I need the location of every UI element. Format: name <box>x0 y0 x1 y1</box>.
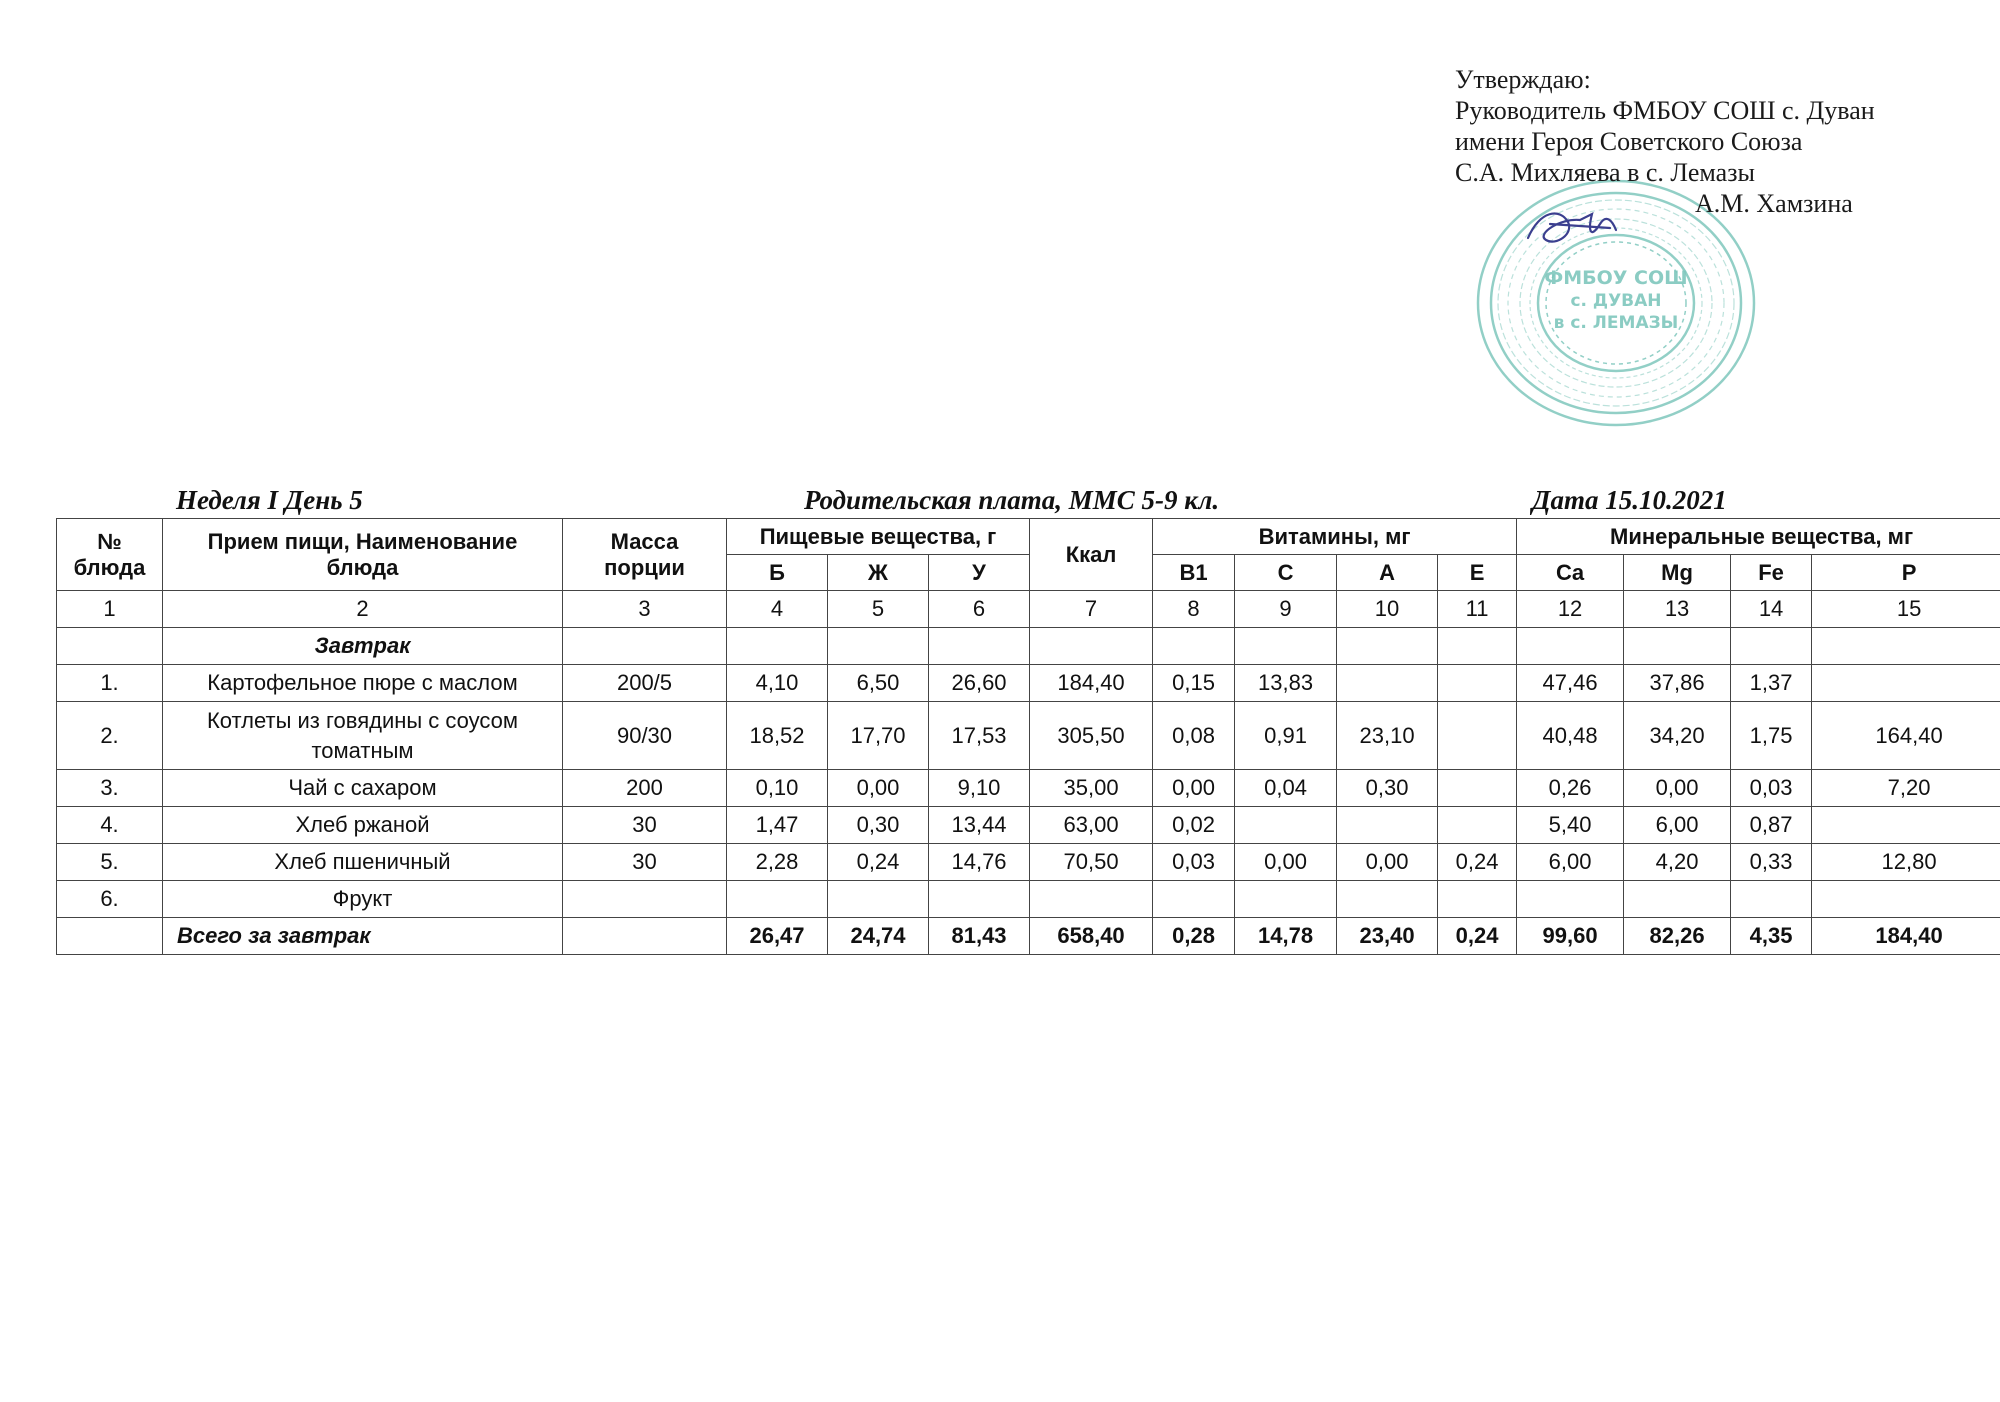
fat-cell: 6,50 <box>828 665 929 702</box>
col-number: 11 <box>1438 591 1517 628</box>
col-nutrients-header: Пищевые вещества, г <box>727 519 1030 555</box>
dish-number-cell: 3. <box>57 770 163 807</box>
fat-cell: 17,70 <box>828 702 929 770</box>
col-number: 12 <box>1517 591 1624 628</box>
portion-mass-cell: 200 <box>563 770 727 807</box>
vitamin-a-cell <box>1337 665 1438 702</box>
col-number: 10 <box>1337 591 1438 628</box>
col-vitamins-header: Витамины, мг <box>1153 519 1517 555</box>
total-vitamin-b1-cell: 0,28 <box>1153 918 1235 955</box>
carbs-cell <box>929 881 1030 918</box>
dish-number-cell: 4. <box>57 807 163 844</box>
magnesium-cell: 34,20 <box>1624 702 1731 770</box>
protein-cell: 18,52 <box>727 702 828 770</box>
total-protein-cell: 26,47 <box>727 918 828 955</box>
stamp-text-1: ФМБОУ СОШ <box>1544 267 1688 289</box>
col-number: 9 <box>1235 591 1337 628</box>
vitamin-e-cell <box>1438 665 1517 702</box>
col-number: 15 <box>1812 591 2000 628</box>
approval-signer: А.М. Хамзина <box>1695 189 1853 218</box>
vitamin-e-cell <box>1438 702 1517 770</box>
vitamin-b1-cell: 0,15 <box>1153 665 1235 702</box>
total-magnesium-cell: 82,26 <box>1624 918 1731 955</box>
calcium-cell: 5,40 <box>1517 807 1624 844</box>
col-name-header: Прием пищи, Наименование блюда <box>163 519 563 591</box>
total-vitamin-c-cell: 14,78 <box>1235 918 1337 955</box>
vitamin-e-cell <box>1438 770 1517 807</box>
phosphorus-cell: 164,40 <box>1812 702 2000 770</box>
total-vitamin-a-cell: 23,40 <box>1337 918 1438 955</box>
col-fe-header: Fe <box>1731 555 1812 591</box>
kcal-cell: 184,40 <box>1030 665 1153 702</box>
col-ca-header: Ca <box>1517 555 1624 591</box>
col-b1-header: В1 <box>1153 555 1235 591</box>
vitamin-a-cell: 0,30 <box>1337 770 1438 807</box>
total-iron-cell: 4,35 <box>1731 918 1812 955</box>
document-title: Родительская плата, ММС 5-9 кл. <box>804 485 1220 515</box>
magnesium-cell <box>1624 881 1731 918</box>
col-number: 2 <box>163 591 563 628</box>
dish-number-cell: 5. <box>57 844 163 881</box>
phosphorus-cell <box>1812 665 2000 702</box>
total-carbs-cell: 81,43 <box>929 918 1030 955</box>
fat-cell: 0,00 <box>828 770 929 807</box>
stamp-text-2: с. ДУВАН <box>1570 291 1662 311</box>
dish-number-cell: 6. <box>57 881 163 918</box>
total-row <box>57 918 2000 955</box>
week-day-label: Неделя I День 5 <box>176 485 363 515</box>
carbs-cell: 17,53 <box>929 702 1030 770</box>
iron-cell: 0,03 <box>1731 770 1812 807</box>
magnesium-cell: 6,00 <box>1624 807 1731 844</box>
vitamin-b1-cell: 0,02 <box>1153 807 1235 844</box>
stamp-text-3: в с. ЛЕМАЗЫ <box>1553 313 1679 333</box>
carbs-cell: 14,76 <box>929 844 1030 881</box>
col-a-header: А <box>1337 555 1438 591</box>
total-portion-mass-cell <box>563 918 727 955</box>
carbs-cell: 9,10 <box>929 770 1030 807</box>
document-header <box>56 485 1946 519</box>
col-number: 7 <box>1030 591 1153 628</box>
section-title: Завтрак <box>163 628 563 665</box>
magnesium-cell: 4,20 <box>1624 844 1731 881</box>
kcal-cell: 305,50 <box>1030 702 1153 770</box>
vitamin-b1-cell: 0,08 <box>1153 702 1235 770</box>
approval-line-1: Утверждаю: <box>1455 65 1591 94</box>
column-numbers-row <box>57 591 2000 628</box>
phosphorus-cell: 12,80 <box>1812 844 2000 881</box>
col-number: 1 <box>57 591 163 628</box>
phosphorus-cell <box>1812 881 2000 918</box>
vitamin-e-cell <box>1438 807 1517 844</box>
protein-cell: 1,47 <box>727 807 828 844</box>
table-row <box>57 881 2000 918</box>
col-zh-header: Ж <box>828 555 929 591</box>
kcal-cell: 63,00 <box>1030 807 1153 844</box>
total-fat-cell: 24,74 <box>828 918 929 955</box>
portion-mass-cell: 200/5 <box>563 665 727 702</box>
vitamin-c-cell <box>1235 807 1337 844</box>
dish-name-cell: Котлеты из говядины с соусом томатным <box>163 702 563 770</box>
approval-line-2: Руководитель ФМБОУ СОШ с. Дуван <box>1455 96 1875 125</box>
col-p-header: P <box>1812 555 2000 591</box>
col-minerals-header: Минеральные вещества, мг <box>1517 519 2000 555</box>
col-b-header: Б <box>727 555 828 591</box>
table-row <box>57 844 2000 881</box>
portion-mass-cell: 30 <box>563 844 727 881</box>
col-mass-header: Масса порции <box>563 519 727 591</box>
calcium-cell <box>1517 881 1624 918</box>
portion-mass-cell: 90/30 <box>563 702 727 770</box>
phosphorus-cell: 7,20 <box>1812 770 2000 807</box>
col-u-header: У <box>929 555 1030 591</box>
approval-line-3: имени Героя Советского Союза <box>1455 127 1803 156</box>
col-number: 13 <box>1624 591 1731 628</box>
protein-cell: 4,10 <box>727 665 828 702</box>
col-kcal-header: Ккал <box>1030 519 1153 591</box>
kcal-cell: 35,00 <box>1030 770 1153 807</box>
table-row <box>57 807 2000 844</box>
col-mg-header: Mg <box>1624 555 1731 591</box>
dish-number-cell: 1. <box>57 665 163 702</box>
portion-mass-cell <box>563 881 727 918</box>
col-number: 4 <box>727 591 828 628</box>
col-number: 14 <box>1731 591 1812 628</box>
carbs-cell: 26,60 <box>929 665 1030 702</box>
dish-name-cell: Чай с сахаром <box>163 770 563 807</box>
col-number: 3 <box>563 591 727 628</box>
vitamin-a-cell: 23,10 <box>1337 702 1438 770</box>
magnesium-cell: 0,00 <box>1624 770 1731 807</box>
vitamin-c-cell: 0,04 <box>1235 770 1337 807</box>
vitamin-b1-cell: 0,00 <box>1153 770 1235 807</box>
calcium-cell: 6,00 <box>1517 844 1624 881</box>
vitamin-c-cell: 0,00 <box>1235 844 1337 881</box>
document-date: Дата 15.10.2021 <box>1532 485 1727 515</box>
total-dish-number-cell <box>57 918 163 955</box>
approval-line-4: С.А. Михляева в с. Лемазы <box>1455 158 1755 187</box>
table-header-row <box>57 519 2000 555</box>
carbs-cell: 13,44 <box>929 807 1030 844</box>
dish-name-cell: Картофельное пюре с маслом <box>163 665 563 702</box>
fat-cell: 0,24 <box>828 844 929 881</box>
vitamin-b1-cell <box>1153 881 1235 918</box>
protein-cell <box>727 881 828 918</box>
menu-table <box>56 518 2000 955</box>
vitamin-e-cell <box>1438 881 1517 918</box>
total-calcium-cell: 99,60 <box>1517 918 1624 955</box>
iron-cell <box>1731 881 1812 918</box>
col-number: 6 <box>929 591 1030 628</box>
protein-cell: 0,10 <box>727 770 828 807</box>
col-num-header: № блюда <box>57 519 163 591</box>
dish-name-cell: Хлеб пшеничный <box>163 844 563 881</box>
total-phosphorus-cell: 184,40 <box>1812 918 2000 955</box>
table-row <box>57 702 2000 770</box>
magnesium-cell: 37,86 <box>1624 665 1731 702</box>
iron-cell: 1,37 <box>1731 665 1812 702</box>
calcium-cell: 40,48 <box>1517 702 1624 770</box>
fat-cell: 0,30 <box>828 807 929 844</box>
section-row-breakfast <box>57 628 2000 665</box>
calcium-cell: 47,46 <box>1517 665 1624 702</box>
vitamin-c-cell <box>1235 881 1337 918</box>
col-c-header: С <box>1235 555 1337 591</box>
kcal-cell <box>1030 881 1153 918</box>
table-row <box>57 770 2000 807</box>
total-dish-name-cell: Всего за завтрак <box>163 918 563 955</box>
phosphorus-cell <box>1812 807 2000 844</box>
kcal-cell: 70,50 <box>1030 844 1153 881</box>
col-number: 5 <box>828 591 929 628</box>
approval-block <box>1455 64 1955 219</box>
vitamin-b1-cell: 0,03 <box>1153 844 1235 881</box>
iron-cell: 1,75 <box>1731 702 1812 770</box>
fat-cell <box>828 881 929 918</box>
col-e-header: Е <box>1438 555 1517 591</box>
total-kcal-cell: 658,40 <box>1030 918 1153 955</box>
calcium-cell: 0,26 <box>1517 770 1624 807</box>
vitamin-a-cell <box>1337 807 1438 844</box>
vitamin-a-cell: 0,00 <box>1337 844 1438 881</box>
vitamin-e-cell: 0,24 <box>1438 844 1517 881</box>
total-vitamin-e-cell: 0,24 <box>1438 918 1517 955</box>
vitamin-c-cell: 0,91 <box>1235 702 1337 770</box>
portion-mass-cell: 30 <box>563 807 727 844</box>
iron-cell: 0,33 <box>1731 844 1812 881</box>
table-row <box>57 665 2000 702</box>
dish-name-cell: Хлеб ржаной <box>163 807 563 844</box>
iron-cell: 0,87 <box>1731 807 1812 844</box>
protein-cell: 2,28 <box>727 844 828 881</box>
dish-name-cell: Фрукт <box>163 881 563 918</box>
col-number: 8 <box>1153 591 1235 628</box>
vitamin-a-cell <box>1337 881 1438 918</box>
vitamin-c-cell: 13,83 <box>1235 665 1337 702</box>
dish-number-cell: 2. <box>57 702 163 770</box>
